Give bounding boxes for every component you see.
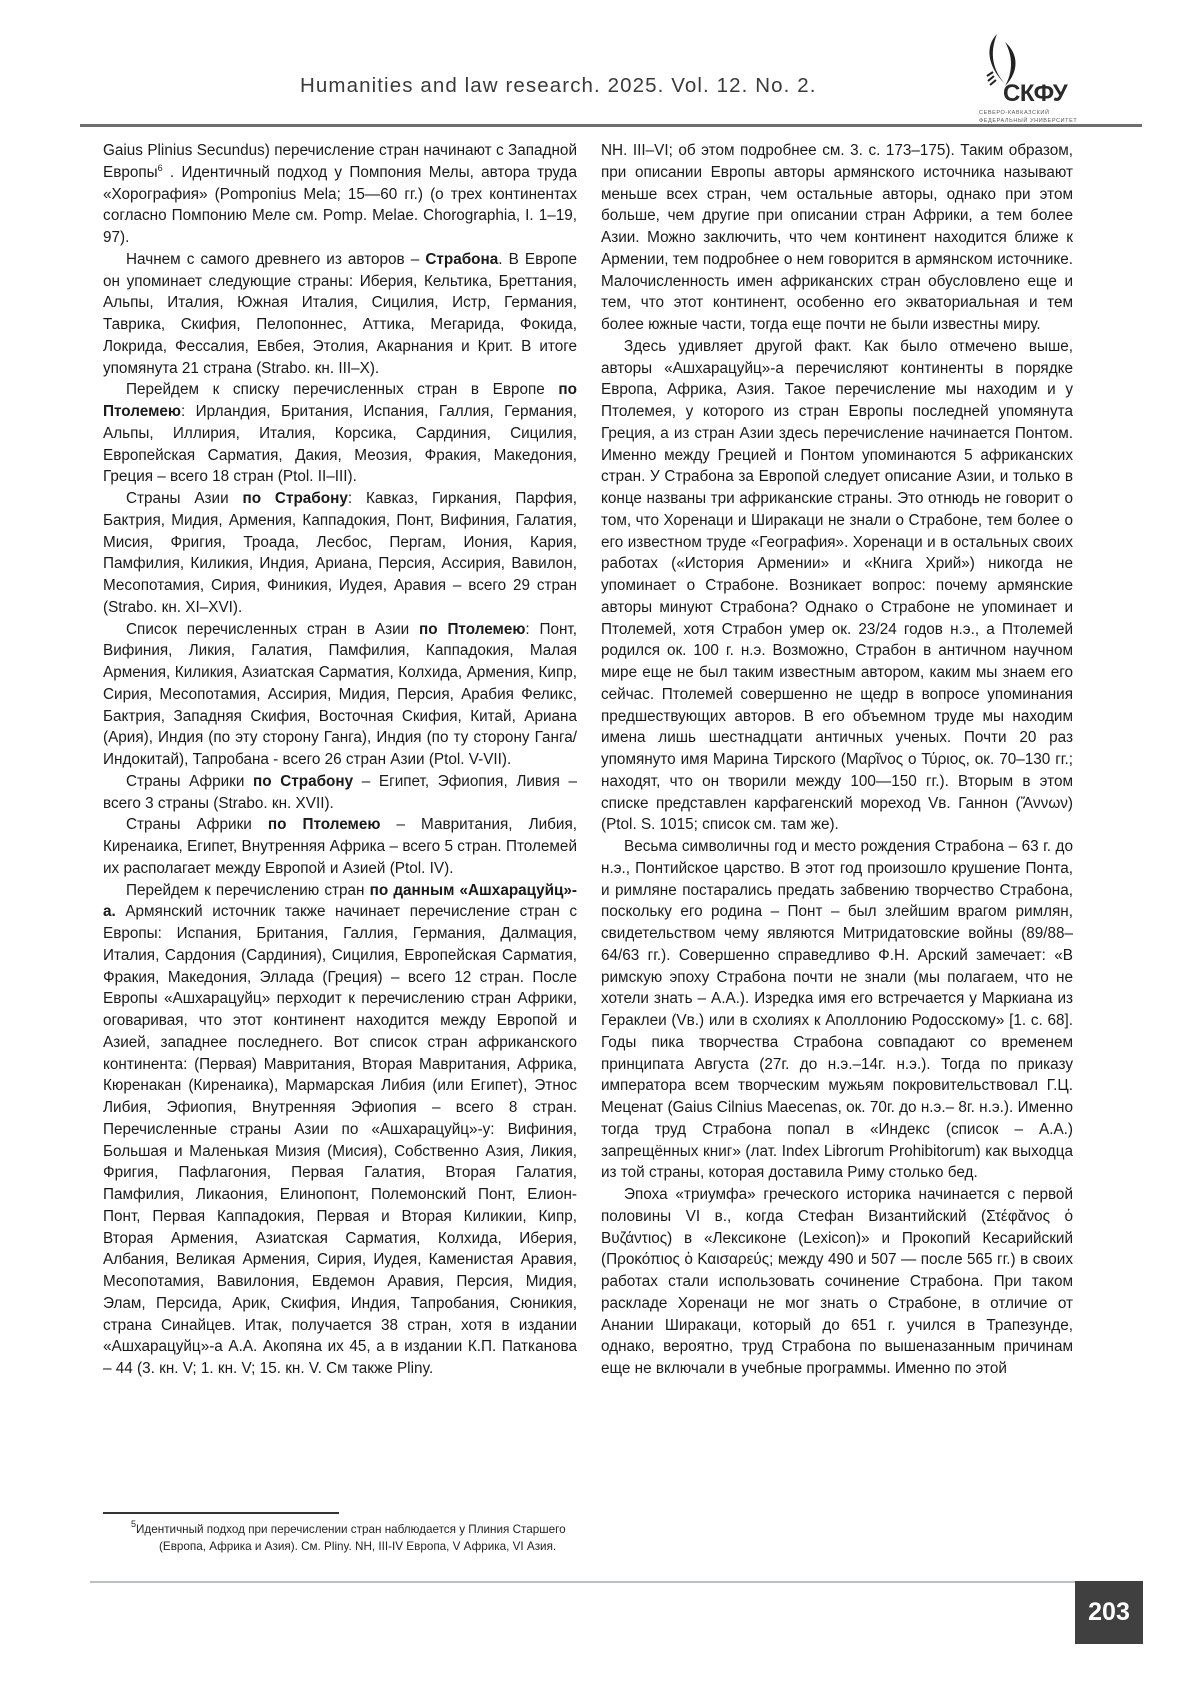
header-divider xyxy=(80,124,1142,127)
paragraph: Список перечисленных стран в Азии по Птолемею: Понт, Вифиния, Ликия, Галатия, Памфилия, Каппадокия, Малая Армения, Киликия, Азиатская Сарматия, Колхида, Армения, Кипр, Сирия, Месопотамия, Ассирия, Мидия, Персия, Арабия Феликс, Бактрия, Западняя Скифия, Восточная Скифия, Китай, Ариана (Ария), Индия (по эту сторону Ганга), Индия (по ту сторону Ганга/Индокитай), Тапробана - всего 26 стран Азии (Ptol. V-VII). xyxy=(103,620,577,768)
right-column xyxy=(601,140,1073,1380)
paragraph: Начнем с самого древнего из авторов – Страбона. В Европе он упоминает следующие страны: Иберия, Кельтика, Бреттания, Альпы, Италия, Южная Италия, Сицилия, Истр, Германия, Таврика, Скифия, Пелопоннес, Аттика, Мегарида, Фокида, Локрида, Фессалия, Евбея, Этолия, Акарнания и Крит. В итоге упомянута 21 страна (Strabo. кн. III–X). xyxy=(103,250,578,377)
journal-title: Humanities and law research. 2025. Vol. 12. No. 2. xyxy=(300,74,817,97)
paragraph: Gaius Plinius Secundus) перечисление стран начинают с Западной Европы$^6$ . Идентичный подход у Помпония Мелы, автора труда «Хорография» (Pomponius Mela; 15—60 гг.) (о трех континентах согласно Помпонию Меле см. Pomp. Melae. Chorographia, I. 1–19, 97). xyxy=(103,142,577,246)
paragraph: Эпоха «триумфа» греческого историка начинается с первой половины VI в., когда Стефан Византийский (Στέφᾰνος ὁ Βυζάντιος) в «Лексиконе (Lexicon)» и Прокопий Кесарийский (Προκόπιος ὁ Καισαρεύς; между 490 и 507 — после 565 гг.) в своих работах стали использовать сочинение Страбона. При таком раскладе Хоренаци не мог знать о Страбоне, в отличие от Анании Ширакаци, который до 651 г. учился в Трапезунде, однако, вероятно, труд Страбона по вышеназанным причинам еще не включали в учебные программы. Именно по этой xyxy=(601,1186,1073,1377)
left-column xyxy=(103,140,577,1380)
footnote-marker: 5 xyxy=(131,1519,137,1529)
footnote-ref: 6 xyxy=(157,162,163,173)
paragraph: Страны Африки по Птолемею – Мавритания, Либия, Киренаика, Египет, Внутренняя Африка – всего 5 стран. Птолемей их располагает между Европой и Азией (Ptol. IV). xyxy=(103,816,577,877)
footnote-text: Идентичный подход при перечислении стран наблюдается у Плиния Старшего (Европа, Африка и Азия). См. Pliny. NH, III-IV Европа, V Африка, VI Азия. xyxy=(136,1523,566,1553)
logo-line2: ФЕДЕРАЛЬНЫЙ УНИВЕРСИТЕТ xyxy=(979,118,1078,124)
footnote-divider xyxy=(103,1512,339,1514)
footer-divider xyxy=(90,1581,1094,1583)
footnote xyxy=(131,1521,577,1555)
paragraph: NH. III–VI; об этом подробнее см. 3. с. 173–175). Таким образом, при описании Европы авторы армянского источника называют меньше всех стран, чем остальные авторы, однако при этом больше, чем другие при описании стран Африки, а тем более Азии. Можно заключить, что чем континент находится ближе к Армении, тем подробнее о нем говорится в армянском источнике. Малочисленность имен африканских стран обусловлено еще и тем, что этот континент, особенно его экваториальная и тем более южные части, тогда еще почти не были известны миру. xyxy=(601,142,1073,333)
logo-abbr: СКФУ xyxy=(1003,80,1068,107)
paragraph: Перейдем к перечислению стран по данным «Ашхарацуйц»-а. Армянский источник также начинает перечисление стран с Европы: Испания, Британия, Галлия, Германия, Далмация, Италия, Сардония (Сардиния), Сицилия, Европейская Сарматия, Фракия, Македония, Эллада (Греция) – всего 12 стран. После Европы «Ашхарацуйц» перходит к перечислению стран Африки, оговаривая, что этот континент находится между Европой и Азией, западнее последнего. Вот список стран африканского континента: (Первая) Мавритания, Вторая Мавритания, Африка, Кюренакан (Киренаика), Мармарская Либия (или Египет), Этнос Либия, Эфиопия, Внутренняя Эфиопия – всего 8 стран. Перечисленные страны Азии по «Ашхарацуйц»-у: Вифиния, Большая и Маленькая Мизия (Мисия), Собственно Азия, Ликия, Фригия, Пафлагония, Первая Галатия, Вторая Галатия, Памфилия, Ликаония, Елинопонт, Полемонский Понт, Елион-Понт, Первая Каппадокия, Первая и Вторая Киликии, Кипр, Вторая Армения, Азиатская Сарматия, Колхида, Иберия, Албания, Великая Армения, Сирия, Иудея, Каменистая Аравия, Месопотамия, Вавилония, Евдемон Аравия, Персия, Мидия, Элам, Персида, Арик, Скифия, Индия, Тапробания, Сюникия, страна Синайцев. Итак, получается 38 стран, хотя в издании «Ашхарацуйц»-а А.А. Акопяна их 45, а в издании К.П. Патканова – 44 (3. кн. V; 1. кн. V; 15. кн. V. См также Pliny. xyxy=(103,881,577,1377)
university-logo xyxy=(975,32,1085,124)
paragraph: Здесь удивляет другой факт. Как было отмечено выше, авторы «Ашхарацуйц»-а перечисляют континенты в порядке Европа, Африка, Азия. Такое перечисление мы находим и у Птолемея, у которого из стран Европы последней упомянута Греция, а из стран Азии здесь перечисление начинается Понтом. Именно между Грецией и Понтом упоминаются 5 африканских стран. У Страбона за Европой следует описание Азии, и только в конце названы три африканские страны. Это отнюдь не говорит о том, что Хоренаци и Ширакаци не знали о Страбоне, тем более о его известном труде «География». Хоренаци и в остальных своих работах («История Армении» и «Книга Хрий») никогда не упоминает о Страбоне. Возникает вопрос: почему армянские авторы минуют Страбона? Однако о Страбоне не упоминает и Птолемей, хотя Страбон умер ок. 23/24 годов н.э., а Птолемей родился ок. 100 г. н.э. Возможно, Страбон в античном научном мире еще не был таким известным автором, каким мы знаем его сейчас. Птолемей совершенно не щедр в вопросе упоминания предшествующих авторов. В его объемном труде мы находим имена лишь шестнадцати античных ученых. Почти 20 раз упомянуто имя Марина Тирского (Μαρῖνος ο Τύριος, ок. 70–130 гг.; находят, что он творили между 100—150 гг.). Вторым в этом списке представлен карфагенский мореход Vв. Ганнон (Ἄννων) (Ptol. S. 1015; список см. там же). xyxy=(601,337,1073,834)
page-number: 203 xyxy=(1075,1581,1143,1644)
paragraph: Весьма символичны год и место рождения Страбона – 63 г. до н.э., Понтийское царство. В этот год произошло крушение Понта, и римляне постарались предать забвению творчество Страбона, поскольку его родина – Понт – был злейшим врагом римлян, свидетельством чему являются Митридатовские войны (89/88–64/63 гг.). Совершенно справедливо Ф.Н. Арский замечает: «В римскую эпоху Страбона почти не знали (мы полагаем, что не хотели знать – А.А.). Изредка имя его встречается у Маркиана из Гераклеи (Vв.) или в схолиях к Аполлонию Родосскому» [1. с. 68]. Годы пика творчества Страбона совпадают со временем принципата Августа (27г. до н.э.–14г. н.э.). Тогда по приказу императора всем творческим мужьям покровительствовал Г.Ц. Меценат (Gaius Cilnius Maecenas, ок. 70г. до н.э.– 8г. н.э.). Именно тогда труд Страбона попал в «Индекс (список – А.А.) запрещённых книг» (лат. Index Librorum Prohibitorum) как выходца из той страны, которая доставила Риму столько бед. xyxy=(601,838,1073,1182)
paragraph: Перейдем к списку перечисленных стран в Европе по Птолемею: Ирландия, Британия, Испания, Галлия, Германия, Альпы, Иллирия, Италия, Корсика, Сардиния, Сицилия, Европейская Сарматия, Дакия, Меозия, Фракия, Македония, Греция – всего 18 стран (Ptol. II–III). xyxy=(103,381,577,486)
logo-line1: СЕВЕРО-КАВКАЗСКИЙ xyxy=(979,110,1050,116)
paragraph: Страны Азии по Страбону: Кавказ, Гиркания, Парфия, Бактрия, Мидия, Армения, Каппадокия, Понт, Вифиния, Галатия, Мисия, Фригия, Троада, Лесбос, Пергам, Иония, Кария, Памфилия, Киликия, Индия, Ариана, Персия, Ассирия, Вавилон, Месопотамия, Сирия, Финикия, Иудея, Аравия – всего 29 стран (Strabo. кн. XI–XVI). xyxy=(103,490,578,616)
paragraph: Страны Африки по Страбону – Египет, Эфиопия, Ливия – всего 3 страны (Strabo. кн. XVII). xyxy=(103,772,577,812)
